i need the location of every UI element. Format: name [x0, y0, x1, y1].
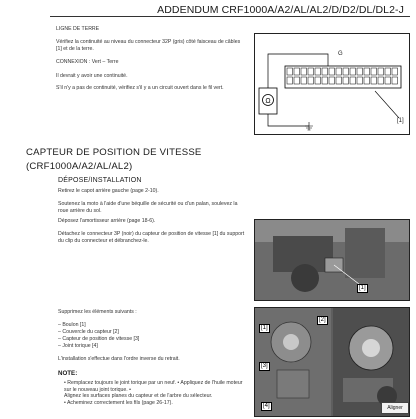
note-list	[64, 380, 248, 406]
connector-pin	[322, 77, 328, 84]
part-item: – Couvercle du capteur [2]	[58, 329, 119, 335]
removal-heading: DÉPOSE/INSTALLATION	[58, 177, 142, 184]
engine-photo-art	[255, 220, 409, 300]
ground-line-p1: Vérifiez la continuité au niveau du connecteur 32P (gris) côté faisceau de câbles [1] et de la terre.	[56, 39, 241, 52]
connector-pin	[336, 68, 342, 75]
connector-pin	[385, 68, 391, 75]
step-2: Soutenez la moto à l'aide d'une béquille de sécurité ou d'un palan, soulevez la roue arrière du sol.	[58, 201, 238, 214]
photo2-callout-1: [1]	[261, 325, 268, 331]
photo2-callout-4: [4]	[263, 403, 270, 409]
test-lead-ground	[268, 114, 309, 126]
connector-pin	[301, 77, 307, 84]
connector-pin	[371, 77, 377, 84]
page-header	[0, 0, 416, 18]
sensor-removal-photo	[254, 307, 410, 417]
connector-pin	[294, 68, 300, 75]
connector-pin	[308, 77, 314, 84]
connector-pin	[315, 68, 321, 75]
connector-pin	[378, 77, 384, 84]
align-label: Aligner	[381, 402, 409, 414]
removal-steps	[58, 188, 246, 245]
ground-line-text	[56, 26, 246, 92]
part-item: – Joint torique [4]	[58, 343, 98, 349]
connector-pin	[364, 68, 370, 75]
continuity-schematic	[255, 34, 409, 134]
connector-pin	[287, 68, 293, 75]
fig-label-g: G	[338, 51, 343, 57]
connector-pin	[287, 77, 293, 84]
note-item: • Acheminez correctement les fils (page 26-17).	[64, 399, 173, 406]
photo1-callout: [1]	[359, 285, 366, 291]
step-3: Déposez l'amortisseur arrière (page 18-6).	[58, 218, 156, 224]
install-note: L'installation s'effectue dans l'ordre inverse du retrait.	[58, 356, 180, 362]
note-heading: NOTE:	[58, 370, 78, 377]
part-item: – Boulon [1]	[58, 322, 86, 328]
connector-pin	[308, 68, 314, 75]
fig-callout-1: [1]	[397, 118, 404, 124]
step-4: Détachez le connecteur 3P (noir) du capteur de position de vitesse [1] du support du clip du connecteur et débranchez-le.	[58, 231, 245, 244]
ground-symbol-icon	[305, 122, 313, 130]
photo2-callout-2: [2]	[319, 317, 326, 323]
connector-pin	[392, 77, 398, 84]
ground-line-p3: Il devrait y avoir une continuité.	[56, 73, 128, 79]
connector-pin	[350, 77, 356, 84]
connector-diagram	[254, 33, 410, 135]
connector-pin	[364, 77, 370, 84]
connector-pin	[315, 77, 321, 84]
ground-line-heading: LIGNE DE TERRE	[56, 26, 100, 32]
parts-intro: Supprimez les éléments suivants :	[58, 309, 137, 315]
connector-pin	[329, 77, 335, 84]
note-item: Alignez les surfaces planes du capteur et de l'arbre du sélecteur.	[64, 393, 213, 400]
connector-pin	[294, 77, 300, 84]
header-title: ADDENDUM CRF1000A/A2/AL/AL2/D/D2/DL/DL2-J	[157, 4, 404, 16]
photo2-callout-3: [3]	[261, 363, 268, 369]
section-title-line2: (CRF1000A/A2/AL/AL2)	[26, 161, 133, 172]
connector-pin	[322, 68, 328, 75]
parts-list	[58, 309, 246, 363]
svg-text:Ω: Ω	[265, 98, 271, 105]
header-rule	[50, 16, 410, 17]
connector-pin	[392, 68, 398, 75]
connector-pin	[357, 68, 363, 75]
section-title-line1: CAPTEUR DE POSITION DE VITESSE	[26, 147, 202, 158]
callout-leader	[375, 91, 399, 118]
connector-pin	[385, 77, 391, 84]
connector-pin	[343, 77, 349, 84]
connector-pin	[350, 68, 356, 75]
connector-pin	[343, 68, 349, 75]
connector-pin	[336, 77, 342, 84]
connector-pin	[378, 68, 384, 75]
connector-pin	[371, 68, 377, 75]
ground-line-p4: S'il n'y a pas de continuité, vérifiez s'il y a un circuit ouvert dans le fil vert.	[56, 85, 224, 91]
ground-line-p2: CONNEXION : Vert – Terre	[56, 59, 119, 65]
connector-pin	[301, 68, 307, 75]
connector-pin	[357, 77, 363, 84]
sensor-connector-photo	[254, 219, 410, 301]
connector-pin	[329, 68, 335, 75]
note-item: • Remplacez toujours le joint torique par un neuf. • Appliquez de l'huile moteur sur le nouveau joint torique. •	[64, 380, 243, 393]
sensor-photo-art	[255, 308, 409, 416]
step-1: Retirez le capot arrière gauche (page 2-10).	[58, 188, 159, 194]
part-item: – Capteur de position de vitesse [3]	[58, 336, 140, 342]
